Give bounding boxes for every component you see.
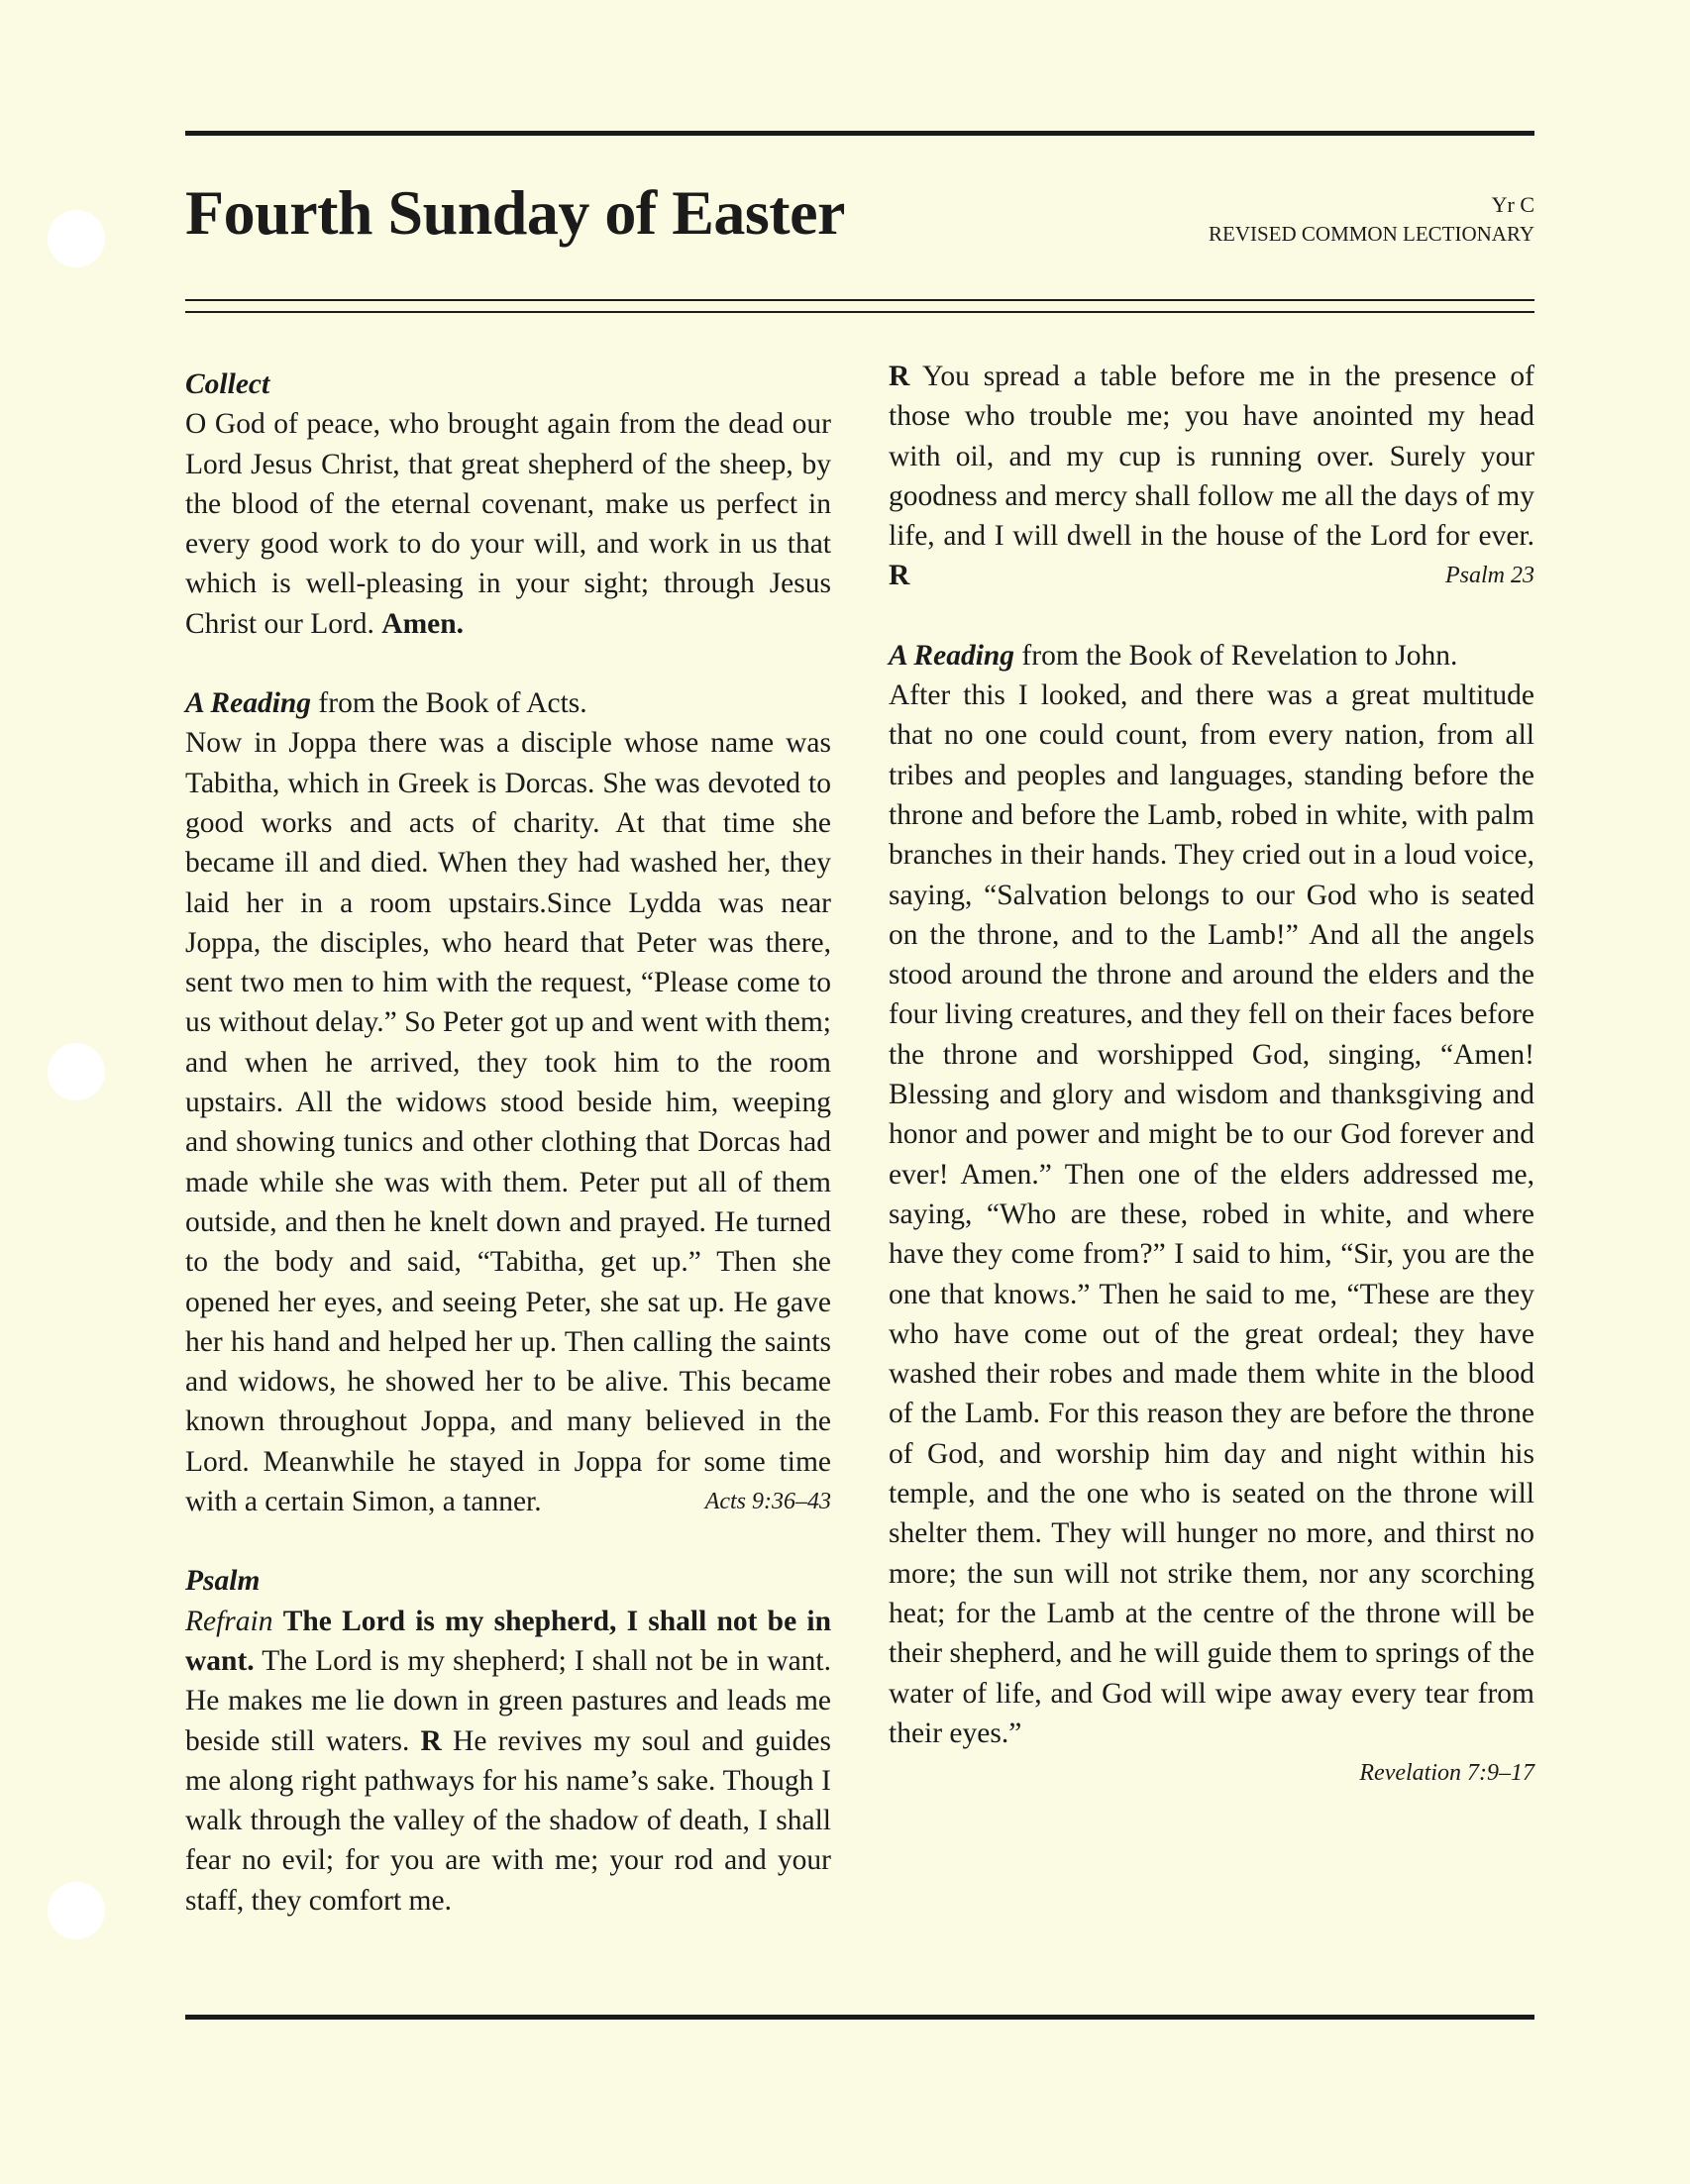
year-label: Yr C (1491, 192, 1534, 217)
punch-hole-top (48, 210, 105, 267)
psalm-response-marker: R (420, 1724, 442, 1757)
psalm-text-start (185, 1602, 831, 1921)
psalm-part-1: The Lord is my shepherd; I shall not be in want. He makes me lie down in green pastures and leads me beside still waters. (185, 1644, 831, 1757)
first-reading-section (185, 683, 831, 1521)
double-rule-lower (185, 311, 1534, 313)
psalm-section (185, 1561, 831, 1921)
left-column (185, 364, 831, 1921)
collect-body: O God of peace, who brought again from the dead our Lord Jesus Christ, that great shepherd of the sheep, by the blood of the eternal covenant, make us perfect in every good work to do your will, and work in us that which is well-pleasing in your sight; through Jesus Christ our Lord. (185, 408, 831, 640)
psalm-response-marker: R (889, 560, 910, 592)
psalm-heading: Psalm (185, 1565, 261, 1598)
punch-hole-bottom (48, 1882, 105, 1939)
second-reading-intro (889, 636, 1534, 676)
first-reading-heading: A Reading (185, 687, 312, 720)
psalm-text-continued (889, 357, 1534, 596)
punch-hole-middle (48, 1043, 105, 1100)
collect-heading: Collect (185, 368, 270, 400)
psalm-response-marker: R (889, 361, 910, 392)
first-reading-text (185, 723, 831, 1521)
second-reading-heading: A Reading (889, 639, 1015, 672)
collect-amen: Amen. (381, 607, 465, 640)
second-reading-text: After this I looked, and there was a great multitude that no one could count, from every nation, from all tribes and peoples and languages, standing before the throne and before the Lamb, robed in white, with palm branches in their hands. They cried out in a loud voice, saying, “Salvation belongs to our God who is seated on the throne, and to the Lamb!” And all the angels stood around the throne and around the elders and the four living creatures, and they fell on their faces before the throne and worshipped God, singing, “Amen! Blessing and glory and wisdom and thanksgiving and honor and power and might be to our God forever and ever! Amen.” Then one of the elders addressed me, saying, “Who are these, robed in white, and where have they come from?” I said to him, “Sir, you are the one that knows.” Then he said to me, “These are they who have come out of the great ordeal; they have washed their robes and made them white in the blood of the Lamb. For this reason they are before the throne of God, and worship him day and night within his temple, and the one who is seated on the throne will shelter them. They will hunger no more, and thirst no more; the sun will not strike them, nor any scorching heat; for the Lamb at the centre of the throne will be their shepherd, and he will guide them to springs of the water of life, and God will wipe away every tear from their eyes.” (889, 679, 1534, 1749)
psalm-refrain-label: Refrain (185, 1605, 273, 1637)
first-reading-intro (185, 683, 831, 723)
page-title: Fourth Sunday of Easter (185, 177, 845, 248)
psalm-refrain: The Lord is my shepherd, I shall not be in want. (185, 1605, 831, 1677)
second-reading-source: from the Book of Revelation to John. (1014, 639, 1458, 672)
psalm-continued (889, 357, 1534, 596)
second-reading-section (889, 636, 1534, 1794)
top-rule (185, 131, 1534, 136)
bottom-rule (185, 2015, 1534, 2020)
collect-section (185, 364, 831, 644)
right-column (889, 357, 1534, 1793)
collect-text (185, 404, 831, 644)
double-rule-upper (185, 299, 1534, 301)
first-reading-source: from the Book of Acts. (311, 687, 587, 720)
second-reading-citation: Revelation 7:9–17 (1359, 1760, 1534, 1787)
first-reading-citation: Acts 9:36–43 (704, 1489, 831, 1515)
psalm-part-2: He revives my soul and guides me along right pathways for his name’s sake. Though I walk through the valley of the shadow of death, I shall fear no evil; for you are with me; your rod and your staff, they comfort me. (185, 1724, 831, 1917)
first-reading-body: Now in Joppa there was a disciple whose name was Tabitha, which in Greek is Dorcas. She was devoted to good works and acts of charity. At that time she became ill and died. When they had washed her, they laid her in a room upstairs.Since Lydda was near Joppa, the disciples, who heard that Peter was there, sent two men to him with the request, “Please come to us without delay.” So Peter got up and went with them; and when he arrived, they took him to the room upstairs. All the widows stood beside him, weeping and showing tunics and other clothing that Dorcas had made while she was with them. Peter put all of them outside, and then he knelt down and prayed. He turned to the body and said, “Tabitha, get up.” Then she opened her eyes, and seeing Peter, she sat up. He gave her his hand and helped her up. Then calling the saints and widows, he showed her to be alive. This became known throughout Joppa, and many believed in the Lord. Meanwhile he stayed in Joppa for some time with a certain Simon, a tanner. (185, 727, 831, 1518)
psalm-citation: Psalm 23 (1445, 563, 1534, 589)
lectionary-label: REVISED COMMON LECTIONARY (1208, 222, 1534, 246)
psalm-part-3: You spread a table before me in the presence of those who trouble me; you have anointed my head with oil, and my cup is running over. Surely your goodness and mercy shall follow me all the days of my life, and I will dwell in the house of the Lord for ever. (889, 361, 1534, 553)
